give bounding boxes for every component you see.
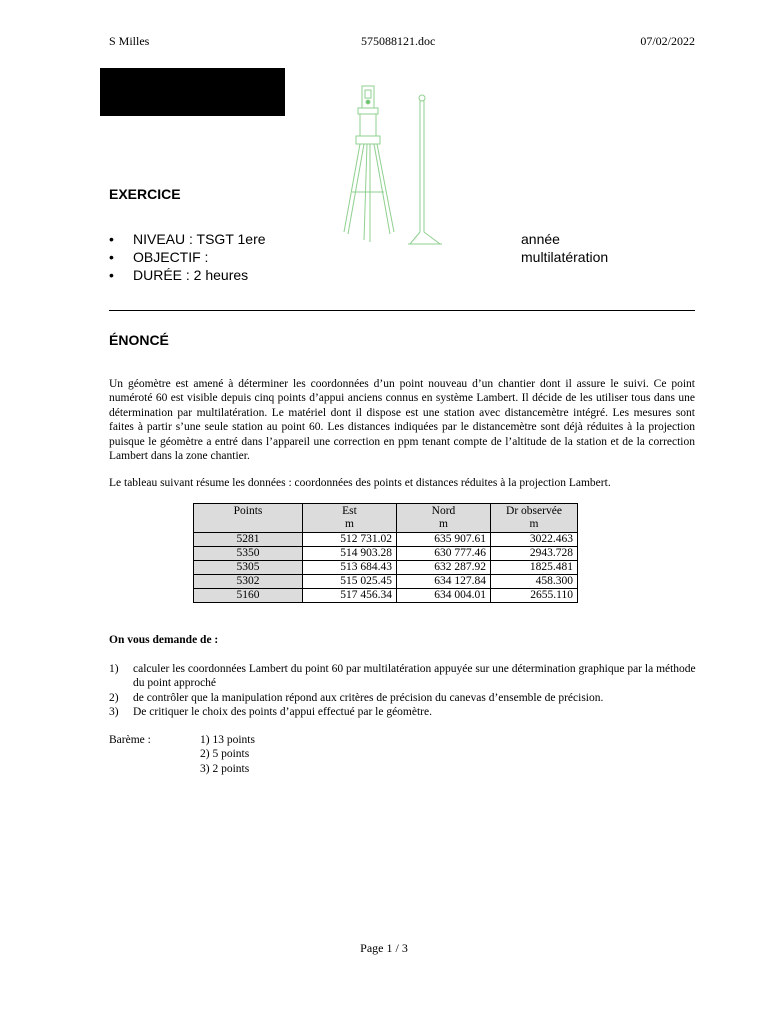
question-text: calculer les coordonnées Lambert du point 60 par multilatération appuyée sur une détermination graphique par la méthode du point approché bbox=[133, 663, 696, 690]
header-author: S Milles bbox=[109, 34, 150, 48]
page-number: Page 1 / 3 bbox=[360, 941, 408, 955]
problem-statement: Un géomètre est amené à déterminer les coordonnées d’un point nouveau d’un chantier dont il assure le suivi. Ce point numéroté 60 est visible depuis cinq points d’appui anciens connus en système Lambert. Il décide de les utiliser tous dans une détermination par multilatération. Le matériel dont il dispose est une station avec distancemètre intégré. Les mesures sont faites à partir s’une seule station au point 60. Les distances indiquées par le distancemètre sont déjà réduites à la projection puisque le géomètre a entré dans l’appareil une correction en ppm tenant compte de l’altitude de la station et de la correction Lambert dans la zone chantier. bbox=[109, 378, 695, 463]
cell-nord: 630 777.46 bbox=[397, 547, 491, 561]
redacted-logo-box bbox=[100, 68, 285, 116]
meta-level bbox=[109, 231, 629, 249]
table-row bbox=[194, 561, 578, 575]
demand-title: On vous demande de : bbox=[109, 634, 219, 646]
cell-est: 513 684.43 bbox=[303, 561, 397, 575]
meta-objective-right: multilatération bbox=[521, 249, 609, 265]
data-table bbox=[193, 503, 578, 603]
meta-objective bbox=[109, 249, 629, 267]
meta-level-right: année bbox=[521, 231, 560, 247]
cell-distance: 458.300 bbox=[491, 575, 578, 589]
th-points: Points bbox=[194, 504, 303, 533]
th-est: Est m bbox=[303, 504, 397, 533]
cell-distance: 3022.463 bbox=[491, 533, 578, 547]
cell-distance: 1825.481 bbox=[491, 561, 578, 575]
list-item bbox=[109, 691, 699, 705]
cell-est: 515 025.45 bbox=[303, 575, 397, 589]
grading-item: 1) 13 points bbox=[200, 734, 255, 746]
meta-level-label: NIVEAU : TSGT 1ere bbox=[133, 231, 266, 247]
cell-est: 512 731.02 bbox=[303, 533, 397, 547]
cell-point: 5302 bbox=[194, 575, 303, 589]
th-dr-observee: Dr observée m bbox=[491, 504, 578, 533]
section-divider bbox=[109, 310, 695, 311]
grading-item: 2) 5 points bbox=[200, 748, 250, 761]
cell-nord: 632 287.92 bbox=[397, 561, 491, 575]
bullet-icon: • bbox=[109, 267, 114, 283]
cell-point: 5160 bbox=[194, 589, 303, 603]
question-number: 1) bbox=[109, 663, 119, 675]
header-date: 07/02/2022 bbox=[640, 34, 695, 48]
grading-label: Barème : bbox=[109, 734, 151, 746]
cell-nord: 634 004.01 bbox=[397, 589, 491, 603]
table-row bbox=[194, 533, 578, 547]
section-title: ÉNONCÉ bbox=[109, 332, 169, 348]
table-row bbox=[194, 575, 578, 589]
meta-list bbox=[109, 231, 629, 285]
meta-duration-label: DURÉE : 2 heures bbox=[133, 267, 249, 283]
meta-objective-label: OBJECTIF : bbox=[133, 249, 209, 265]
cell-distance: 2655.110 bbox=[491, 589, 578, 603]
list-item bbox=[109, 662, 699, 691]
cell-est: 514 903.28 bbox=[303, 547, 397, 561]
cell-nord: 635 907.61 bbox=[397, 533, 491, 547]
cell-point: 5350 bbox=[194, 547, 303, 561]
table-row bbox=[194, 589, 578, 603]
bullet-icon: • bbox=[109, 249, 114, 265]
question-number: 3) bbox=[109, 706, 119, 719]
table-intro: Le tableau suivant résume les données : coordonnées des points et distances réduites à la projection Lambert. bbox=[109, 477, 611, 489]
total-station-illustration bbox=[340, 82, 460, 252]
cell-point: 5305 bbox=[194, 561, 303, 575]
table-header-row bbox=[194, 504, 578, 533]
exercise-title: EXERCICE bbox=[109, 186, 181, 202]
th-nord: Nord m bbox=[397, 504, 491, 533]
grading-item: 3) 2 points bbox=[200, 762, 250, 775]
question-number: 2) bbox=[109, 691, 119, 704]
cell-est: 517 456.34 bbox=[303, 589, 397, 603]
meta-duration bbox=[109, 267, 629, 285]
question-text: De critiquer le choix des points d’appui effectué par le géomètre. bbox=[133, 706, 432, 719]
cell-distance: 2943.728 bbox=[491, 547, 578, 561]
list-item bbox=[109, 705, 699, 719]
grading-items bbox=[200, 733, 255, 776]
question-list bbox=[109, 662, 699, 720]
cell-point: 5281 bbox=[194, 533, 303, 547]
bullet-icon: • bbox=[109, 231, 114, 247]
question-text: de contrôler que la manipulation répond aux critères de précision du canevas d’ensemble de précision. bbox=[133, 691, 604, 704]
cell-nord: 634 127.84 bbox=[397, 575, 491, 589]
table-row bbox=[194, 547, 578, 561]
header-filename: 575088121.doc bbox=[361, 34, 436, 48]
